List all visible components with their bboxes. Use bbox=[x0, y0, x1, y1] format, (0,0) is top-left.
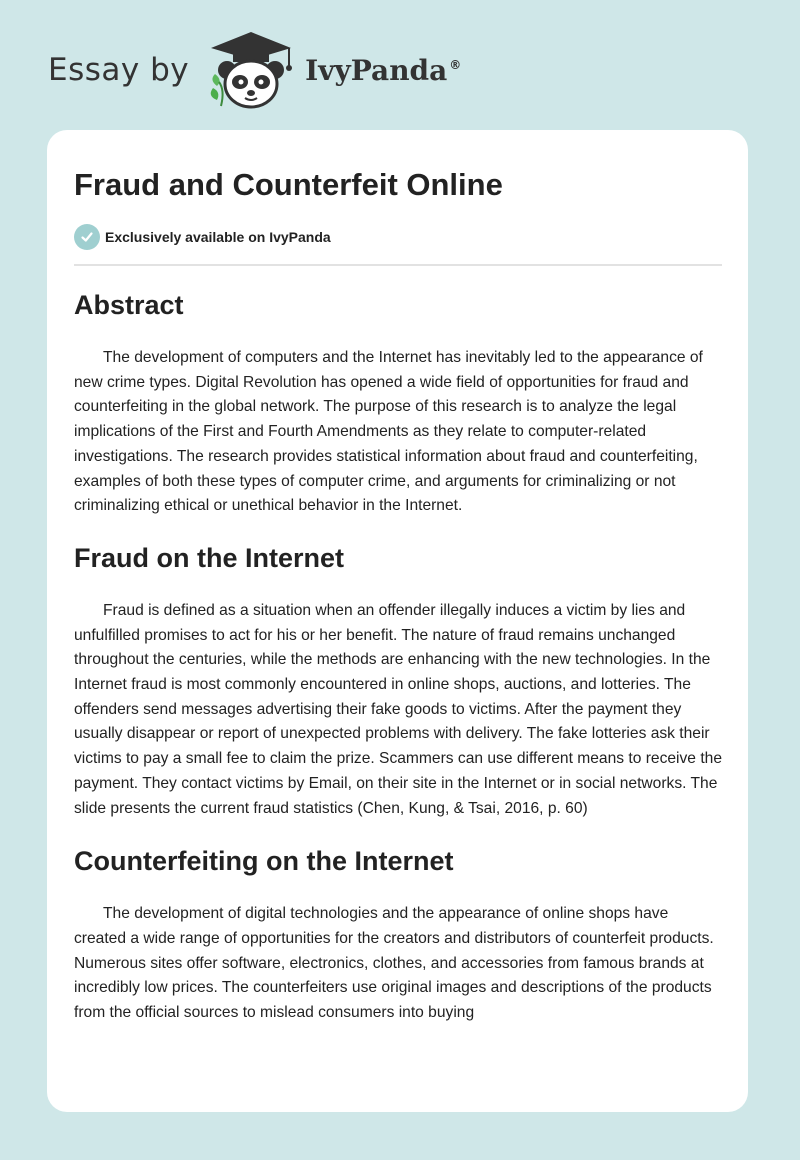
page-title: Fraud and Counterfeit Online bbox=[74, 167, 503, 202]
panda-logo-icon[interactable] bbox=[205, 30, 297, 110]
exclusive-badge bbox=[74, 224, 722, 250]
section-paragraph: The development of digital technologies and the appearance of online shops have created a wide range of opportunities for the creators and distributors of counterfeit products. Numerous sites offer software, electronics, clothes, and accessories from famous brands at incredibly low prices. The counterfeiters use original images and descriptions of the products from the official sources to mislead consumers into buying bbox=[74, 905, 714, 1022]
section-heading: Counterfeiting on the Internet bbox=[74, 846, 454, 877]
section-paragraph: Fraud is defined as a situation when an offender illegally induces a victim by lies and unfulfilled promises to act for his or her benefit. The nature of fraud remains unchanged throughout the centuries, while the methods are enhancing with the new technologies. In the Internet fraud is most commonly encountered in online shops, auctions, and lotteries. The offenders send messages advertising their fake goods to victims. After the payment they usually disappear or report of unexpected problems with delivery. The fake lotteries ask their victims to pay a small fee to claim the prize. Scammers can use different means to receive the payment. They contact victims by Email, on their site in the Internet or in social networks. The slide presents the current fraud statistics (Chen, Kung, & Tsai, 2016, p. 60) bbox=[74, 601, 722, 817]
exclusive-badge-label: Exclusively available on IvyPanda bbox=[105, 229, 331, 245]
check-icon bbox=[74, 224, 100, 250]
brand-name[interactable]: IvyPanda ® bbox=[305, 53, 462, 87]
section-heading: Abstract bbox=[74, 290, 184, 320]
section-fraud-on-internet bbox=[74, 541, 722, 821]
registered-mark: ® bbox=[449, 58, 462, 73]
section-abstract bbox=[74, 288, 722, 519]
brand-prefix: Essay by bbox=[48, 52, 190, 88]
essay-card bbox=[47, 130, 748, 1112]
section-paragraph: The development of computers and the Internet has inevitably led to the appearance of new crime types. Digital Revolution has opened a wide field of opportunities for fraud and counterfeiting in the global network. The purpose of this research is to analyze the legal implications of the First and Fourth Amendments as they relate to computer-related investigations. The research provides statistical information about fraud and counterfeiting, examples of both these types of computer crime, and arguments for criminalizing or not criminalizing ethical or unethical behavior in the Internet. bbox=[74, 349, 703, 515]
site-header bbox=[48, 30, 461, 110]
section-counterfeiting-on-internet bbox=[74, 844, 722, 1026]
divider bbox=[74, 264, 722, 266]
section-heading: Fraud on the Internet bbox=[74, 542, 344, 573]
